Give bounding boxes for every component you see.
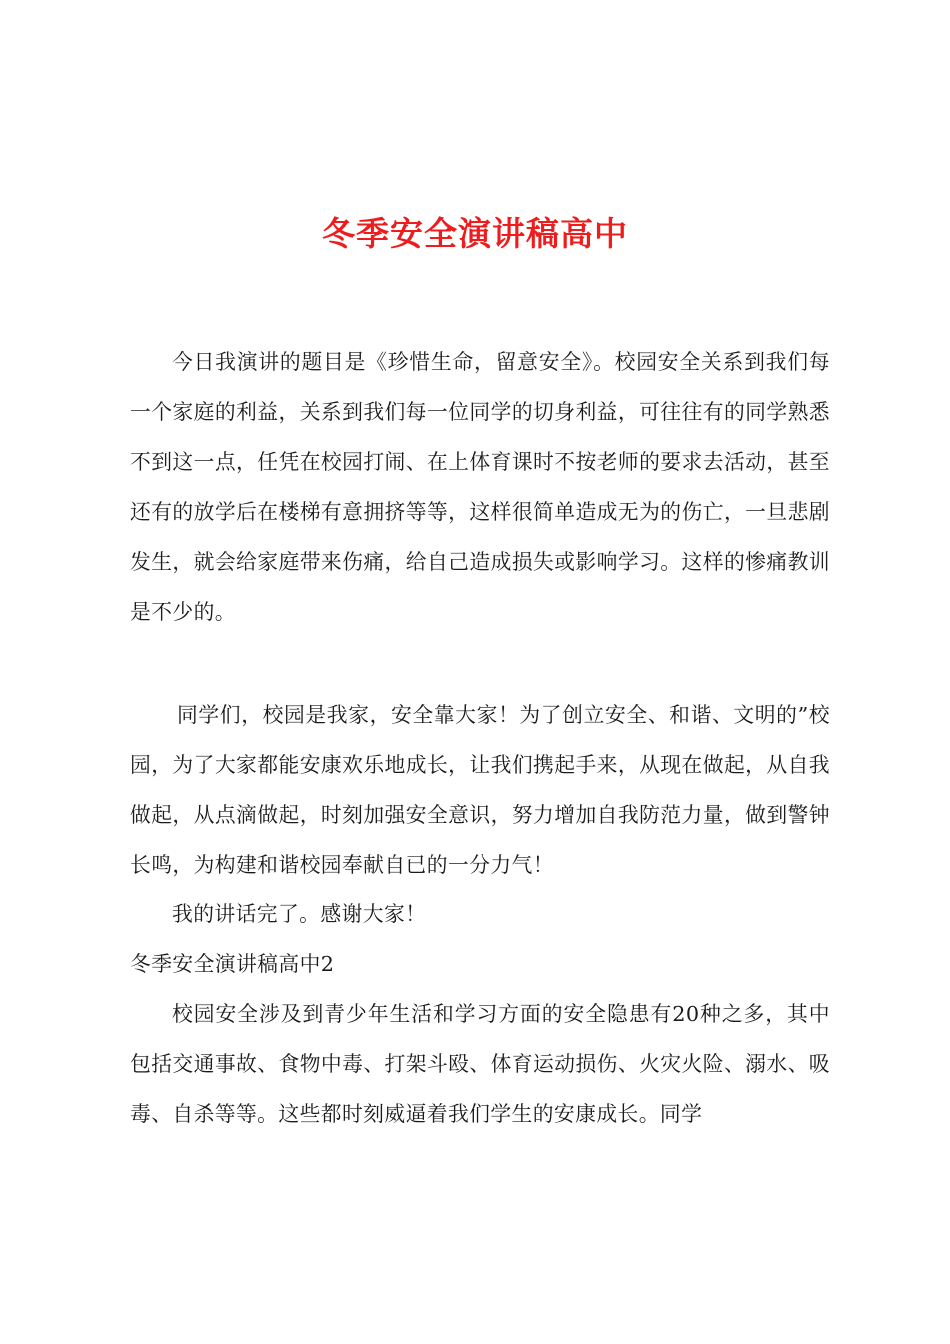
paragraph-intro: 今日我演讲的题目是《珍惜生命，留意安全》。校园安全关系到我们每一个家庭的利益，关系到我们每一位同学的切身利益，可往往有的同学熟悉不到这一点，任凭在校园打闹、在上体育课时不按老师的要求去活动，甚至还有的放学后在楼梯有意拥挤等等，这样很简单造成无为的伤亡，一旦悲剧发生，就会给家庭带来伤痛，给自己造成损失或影响学习。这样的惨痛教训是不少的。 bbox=[130, 350, 830, 624]
paragraph-closing: 我的讲话完了。感谢大家！ bbox=[172, 902, 427, 926]
paragraph-call-to-action: 同学们，校园是我家，安全靠大家！为了创立安全、和谐、文明的”校园，为了大家都能安康欢乐地成长，让我们携起手来，从现在做起，从自我做起，从点滴做起，时刻加强安全意识，努力增加自我防范力量，做到警钟长鸣，为构建和谐校园奉献自已的一分力气！ bbox=[130, 703, 830, 877]
section-heading: 冬季安全演讲稿高中2 bbox=[130, 952, 335, 976]
page-title: 冬季安全演讲稿高中 bbox=[322, 214, 628, 253]
paragraph-section-body: 校园安全涉及到青少年生活和学习方面的安全隐患有20种之多，其中包括交通事故、食物中毒、打架斗殴、体育运动损伤、火灾火险、溺水、吸毒、自杀等等。这些都时刻威逼着我们学生的安康成长。同学 bbox=[130, 1002, 830, 1126]
